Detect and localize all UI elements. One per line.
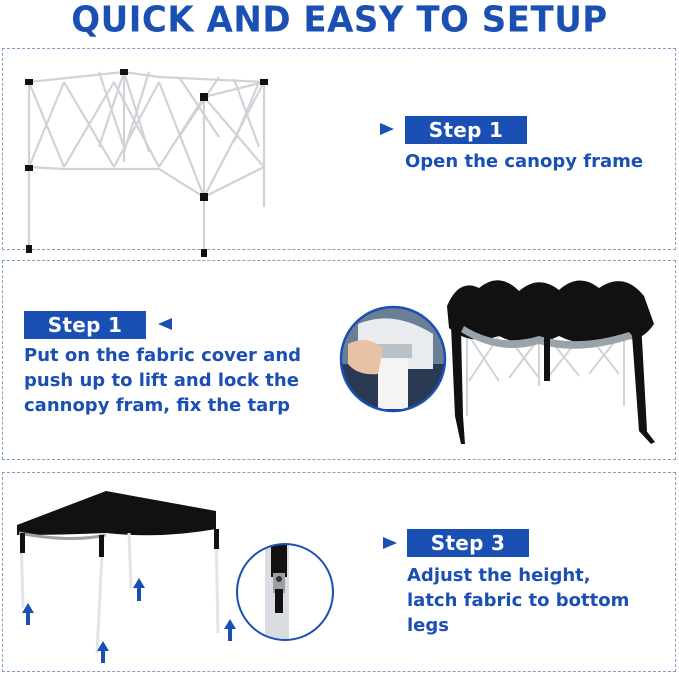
step-description-line: push up to lift and lock the <box>24 370 299 391</box>
step-description <box>405 149 665 174</box>
lock-detail-illustration <box>338 304 448 414</box>
step-description-line: cannopy fram, fix the tarp <box>24 395 291 416</box>
right-triangle-arrow-icon <box>380 123 394 135</box>
canopy-cover-illustration <box>439 266 669 456</box>
step-description <box>407 563 677 638</box>
step-description-line: latch fabric to bottom legs <box>407 590 630 636</box>
step-badge: Step 1 <box>405 116 527 144</box>
canopy-frame-illustration <box>19 57 279 257</box>
step-panel-1 <box>2 48 676 250</box>
right-triangle-arrow-icon <box>383 537 397 549</box>
leg-latch-detail-illustration <box>235 537 335 647</box>
step-description-line: Open the canopy frame <box>405 151 644 172</box>
up-arrow-icon <box>22 578 236 663</box>
page-title: QUICK AND EASY TO SETUP <box>71 0 608 41</box>
step-badge: Step 1 <box>24 311 146 339</box>
step-badge: Step 3 <box>407 529 529 557</box>
step-description-line: Put on the fabric cover and <box>24 345 302 366</box>
step-panel-3 <box>2 472 676 672</box>
step-description <box>24 343 344 418</box>
step-panel-2 <box>2 260 676 460</box>
left-triangle-arrow-icon <box>158 318 172 330</box>
finished-canopy-illustration <box>11 473 241 673</box>
step-description-line: Adjust the height, <box>407 565 591 586</box>
